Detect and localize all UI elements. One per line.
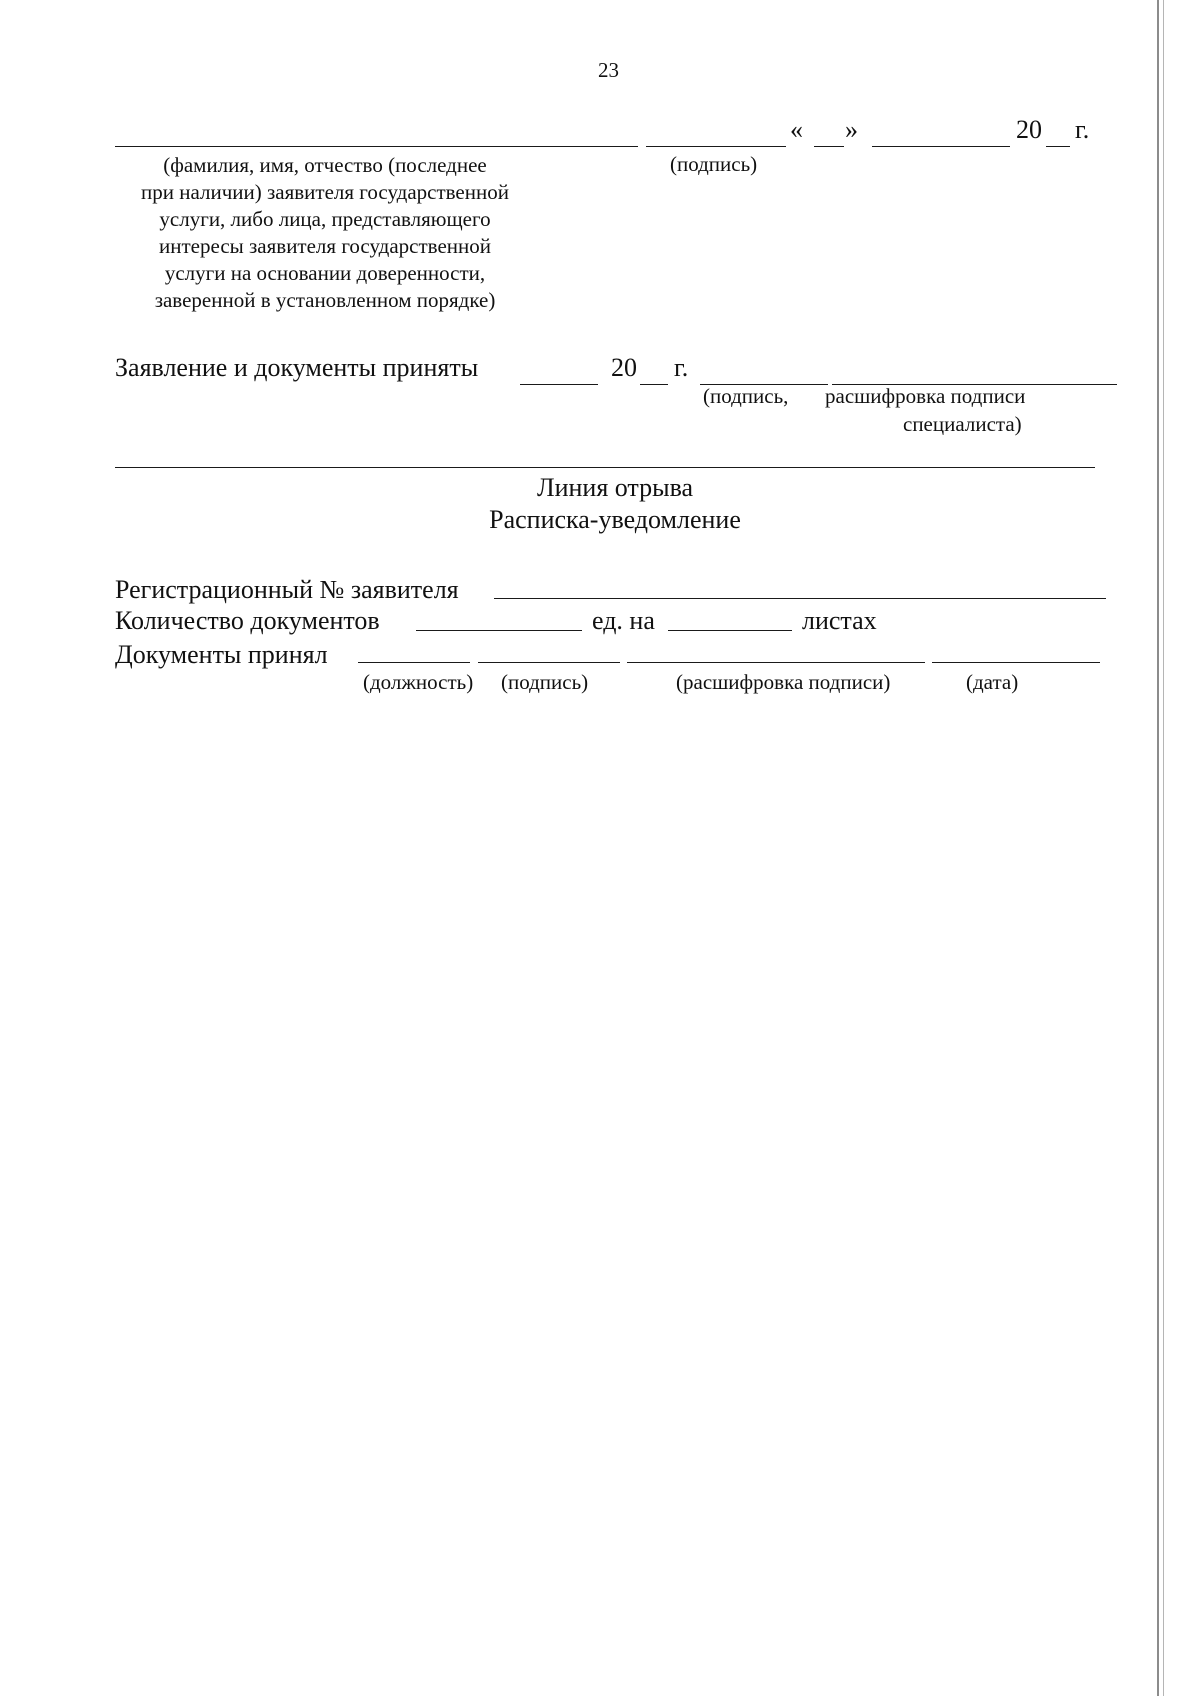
registration-label: Регистрационный № заявителя [115,575,459,604]
acceptance-year-prefix: 20 [611,353,637,382]
receiver-date-caption: (дата) [966,670,1019,694]
date-open-quote: « [790,115,803,144]
sheets-count-line [668,630,792,631]
tear-line [115,467,1095,468]
scan-edge-line [1163,0,1164,1696]
year-suffix: г. [1075,115,1090,144]
receiver-decode-line [627,662,925,663]
page-number: 23 [598,58,619,82]
receiver-decode-caption: (расшифровка подписи) [676,670,891,694]
caption-line: при наличии) заявителя государственной [141,180,509,204]
applicant-name-caption [100,152,550,314]
position-line [358,662,470,663]
caption-line: (фамилия, имя, отчество (последнее [163,153,487,177]
documents-count-line [416,630,582,631]
applicant-signature-line [646,146,786,147]
position-caption: (должность) [363,670,474,694]
applicant-name-line [115,146,638,147]
acceptance-label: Заявление и документы приняты [115,353,479,382]
receiver-signature-caption: (подпись) [501,670,589,694]
sheets-label: листах [802,606,877,635]
month-line [872,146,1010,147]
caption-line: интересы заявителя государственной [159,234,491,258]
receiver-signature-line [478,662,620,663]
acceptance-date-line [520,384,598,385]
caption-line: заверенной в установленном порядке) [154,288,496,312]
caption-line: услуги на основании доверенности, [164,261,486,285]
accepted-by-label: Документы принял [115,640,328,669]
acceptance-year-suffix: г. [674,353,689,382]
specialist-decode-caption: расшифровка подписи [825,384,1026,408]
documents-count-label: Количество документов [115,606,380,635]
scan-edge-line [1157,0,1159,1696]
applicant-signature-caption: (подпись) [670,152,758,176]
caption-line: услуги, либо лица, представляющего [159,207,491,231]
specialist-signature-caption: (подпись, [703,384,789,408]
acceptance-year-line [640,384,668,385]
date-close-quote: » [845,115,858,144]
year-prefix: 20 [1016,115,1042,144]
receipt-title: Расписка-уведомление [489,505,741,534]
tear-line-title: Линия отрыва [536,473,694,502]
specialist-decode-caption-2: специалиста) [903,412,1022,436]
registration-line [494,598,1106,599]
units-label: ед. на [592,606,655,635]
year-line [1046,146,1070,147]
day-line [814,146,844,147]
receiver-date-line [932,662,1100,663]
